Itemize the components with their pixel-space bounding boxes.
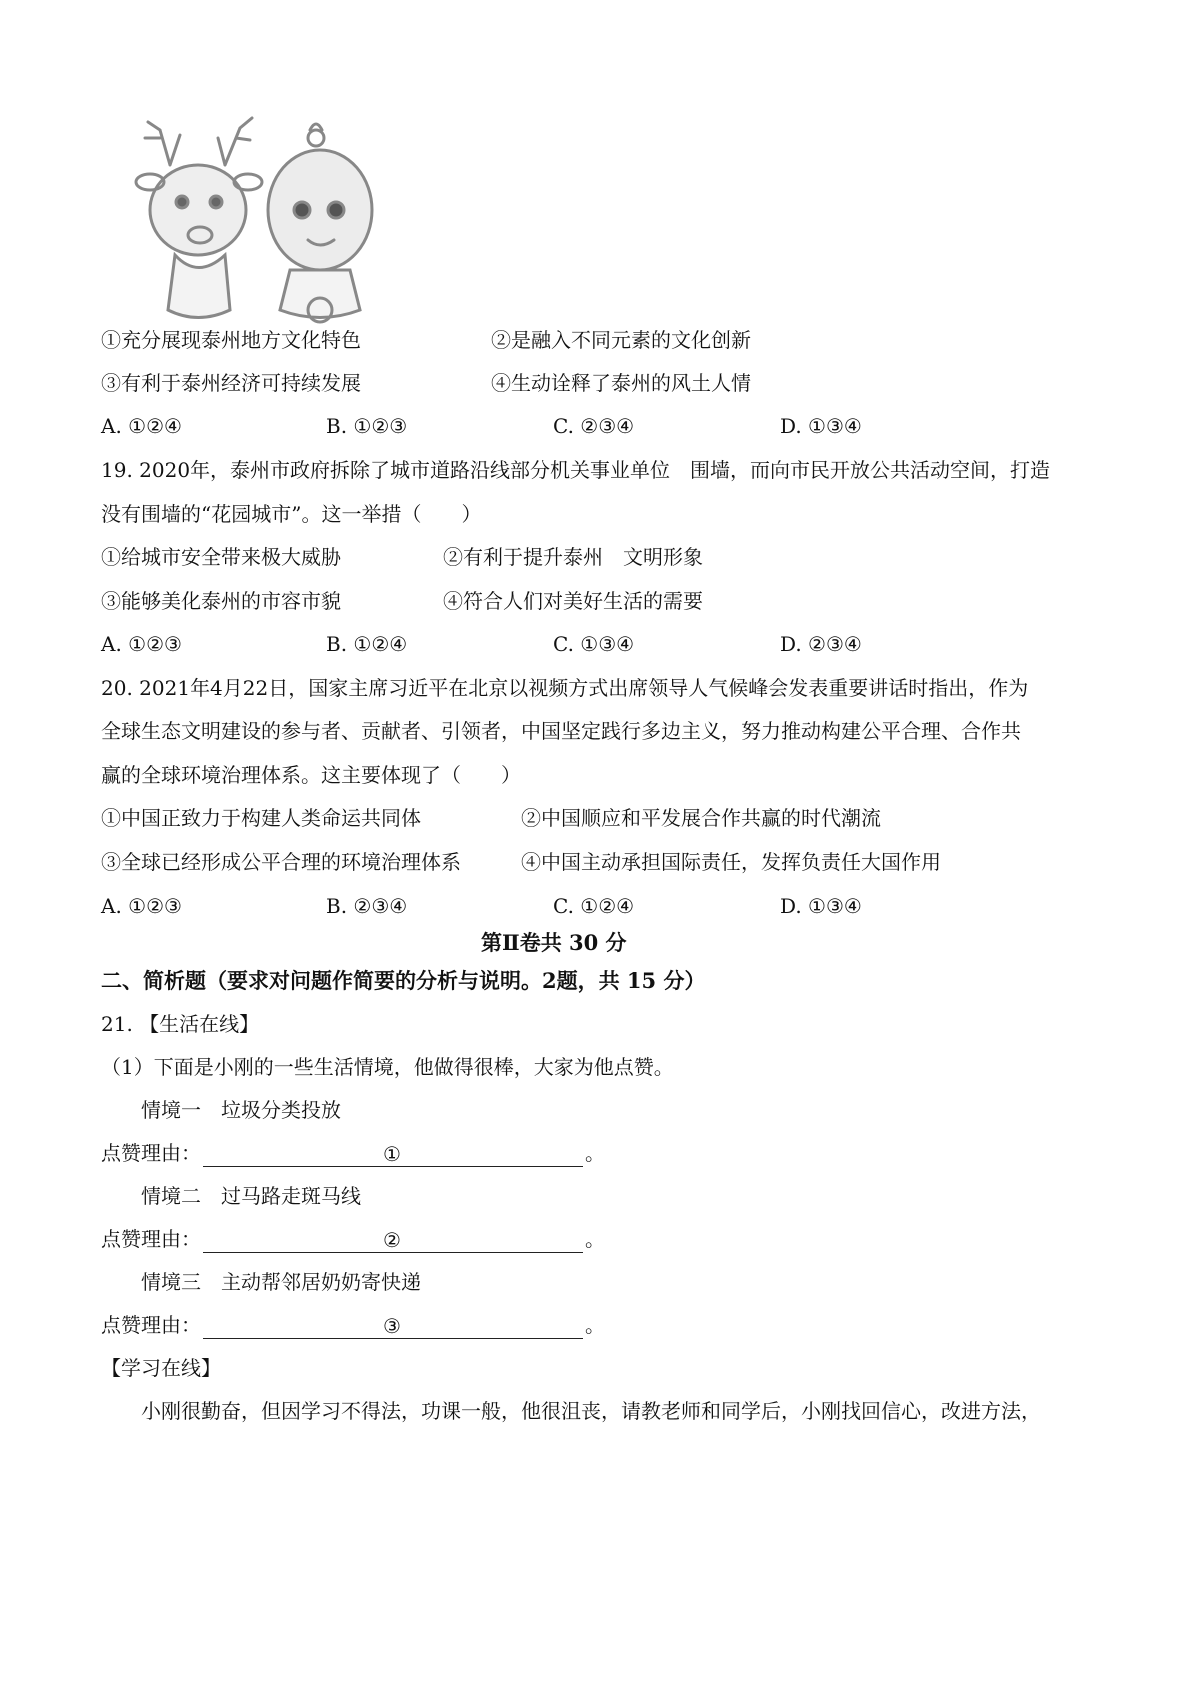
q18-option-4: ④生动诠释了泰州的风土人情 [491, 371, 751, 395]
part-two-title: 第Ⅱ卷共 30 分 [481, 930, 627, 955]
q19-stem-line-1: 19. 2020年，泰州市政府拆除了城市道路沿线部分机关事业单位 围墙，而向市民开放公共活动空间，打造 [101, 458, 1051, 482]
answer-prefix: 点赞理由： [101, 1313, 201, 1337]
q20-option-1: ①中国正致力于构建人类命运共同体 [101, 806, 421, 830]
q19-option-3: ③能够美化泰州的市容市貌 [101, 589, 341, 613]
q20-choice-a[interactable]: A. ①②③ [101, 894, 182, 918]
scenario-2-answer [101, 1225, 605, 1253]
study-online-label: 【学习在线】 [101, 1356, 221, 1380]
scenario-3-title: 情境三 主动帮邻居奶奶寄快递 [141, 1270, 421, 1294]
blank-mark: ③ [383, 1314, 401, 1338]
q18-option-3: ③有利于泰州经济可持续发展 [101, 371, 361, 395]
q20-option-2: ②中国顺应和平发展合作共赢的时代潮流 [521, 806, 881, 830]
answer-suffix: 。 [585, 1313, 605, 1337]
answer-blank-3[interactable] [203, 1314, 583, 1339]
answer-prefix: 点赞理由： [101, 1141, 201, 1165]
q19-option-2: ②有利于提升泰州 文明形象 [443, 545, 703, 569]
q18-choice-a[interactable]: A. ①②④ [101, 414, 182, 438]
q20-choice-b[interactable]: B. ②③④ [326, 894, 408, 918]
q20-option-4: ④中国主动承担国际责任，发挥负责任大国作用 [521, 850, 941, 874]
scenario-1-title: 情境一 垃圾分类投放 [141, 1098, 341, 1122]
scenario-2-title: 情境二 过马路走斑马线 [141, 1184, 361, 1208]
q18-option-1: ①充分展现泰州地方文化特色 [101, 328, 361, 352]
q20-stem-line-3: 赢的全球环境治理体系。这主要体现了（ ） [101, 763, 521, 787]
section-two-title: 二、简析题（要求对问题作简要的分析与说明。2题，共 15 分） [101, 968, 706, 993]
q20-choice-c[interactable]: C. ①②④ [553, 894, 635, 918]
q18-choice-b[interactable]: B. ①②③ [326, 414, 408, 438]
q18-choice-d[interactable]: D. ①③④ [780, 414, 862, 438]
q20-choice-d[interactable]: D. ①③④ [780, 894, 862, 918]
answer-blank-1[interactable] [203, 1142, 583, 1167]
q19-choice-a[interactable]: A. ①②③ [101, 632, 182, 656]
q19-choice-c[interactable]: C. ①③④ [553, 632, 635, 656]
q19-choice-b[interactable]: B. ①②④ [326, 632, 408, 656]
q20-stem-line-1: 20. 2021年4月22日，国家主席习近平在北京以视频方式出席领导人气候峰会发表重要讲话时指出，作为 [101, 676, 1029, 700]
q18-option-2: ②是融入不同元素的文化创新 [491, 328, 751, 352]
scenario-3-answer [101, 1311, 605, 1339]
answer-blank-2[interactable] [203, 1228, 583, 1253]
blank-mark: ① [383, 1142, 401, 1166]
q20-option-3: ③全球已经形成公平合理的环境治理体系 [101, 850, 461, 874]
q19-option-4: ④符合人们对美好生活的需要 [443, 589, 703, 613]
q20-stem-line-2: 全球生态文明建设的参与者、贡献者、引领者，中国坚定践行多边主义，努力推动构建公平合理、合作共 [101, 719, 1021, 743]
answer-suffix: 。 [585, 1141, 605, 1165]
blank-mark: ② [383, 1228, 401, 1252]
study-online-text: 小刚很勤奋，但因学习不得法，功课一般，他很沮丧，请教老师和同学后，小刚找回信心，改进方法， [141, 1399, 1041, 1423]
q19-choice-d[interactable]: D. ②③④ [780, 632, 862, 656]
scenario-1-answer [101, 1139, 605, 1167]
answer-suffix: 。 [585, 1227, 605, 1251]
mascot-illustration [130, 110, 390, 340]
q21-label: 21. 【生活在线】 [101, 1012, 260, 1036]
q19-option-1: ①给城市安全带来极大威胁 [101, 545, 341, 569]
q19-stem-line-2: 没有围墙的“花园城市”。这一举措（ ） [101, 502, 482, 526]
q21-intro: （1）下面是小刚的一些生活情境，他做得很棒，大家为他点赞。 [101, 1055, 674, 1079]
q18-choice-c[interactable]: C. ②③④ [553, 414, 635, 438]
answer-prefix: 点赞理由： [101, 1227, 201, 1251]
